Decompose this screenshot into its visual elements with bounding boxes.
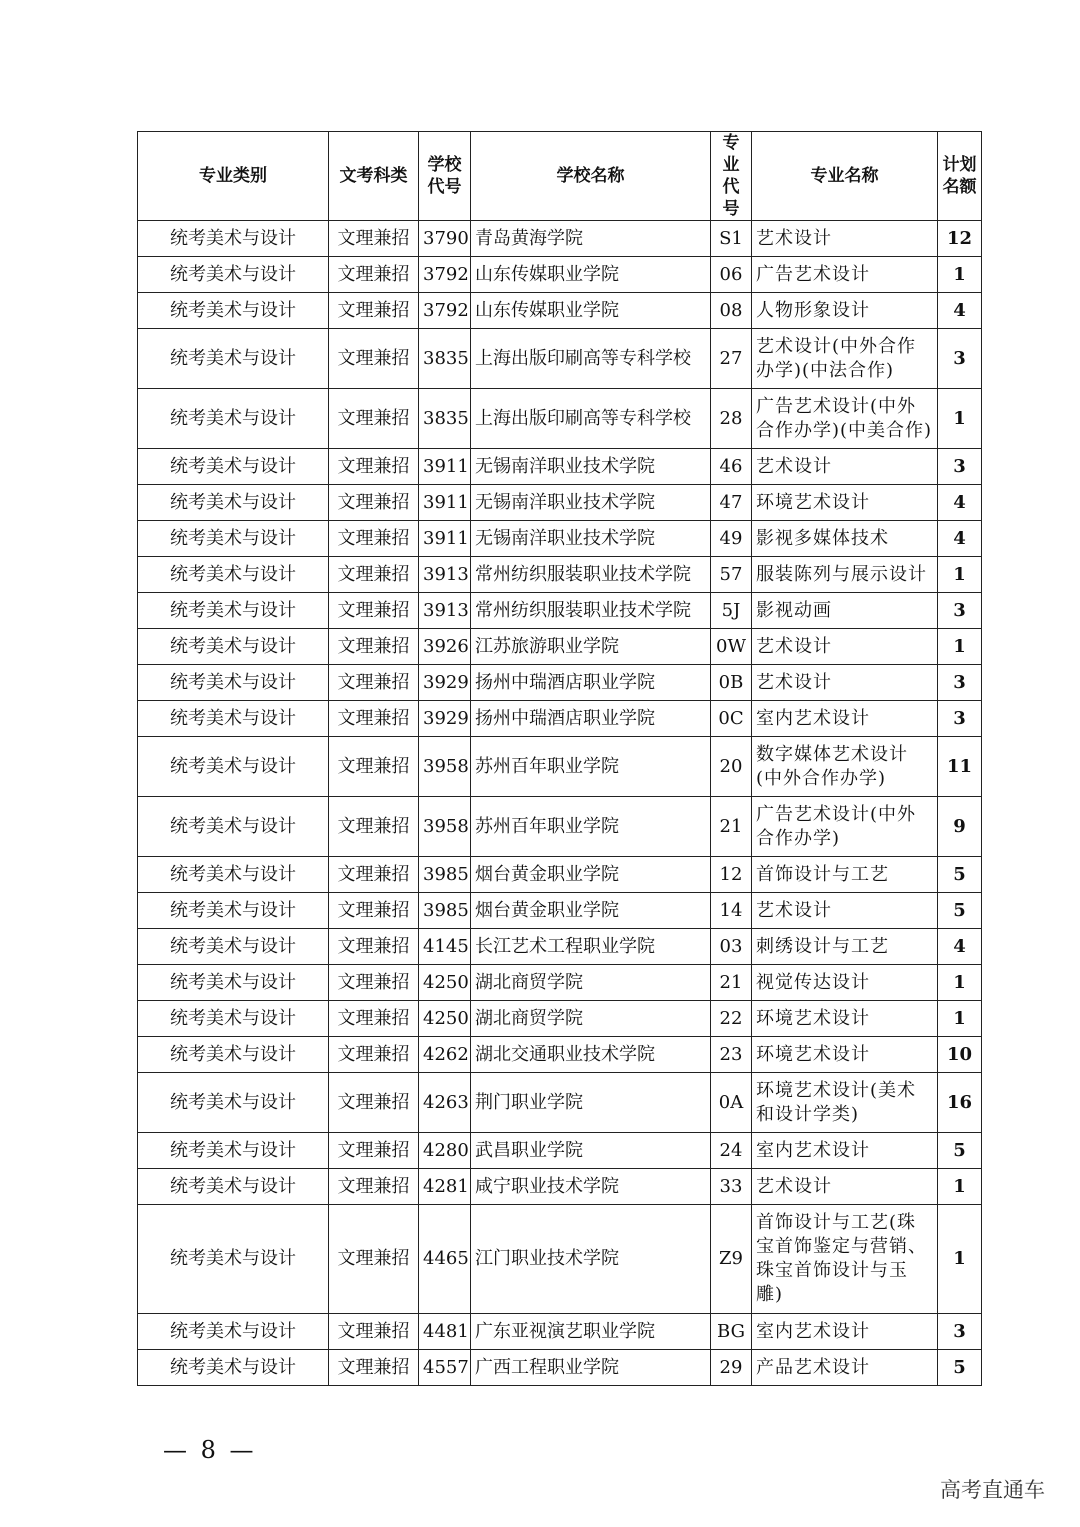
cell-school-name: 湖北交通职业技术学院 — [471, 1037, 711, 1073]
cell-school-name: 烟台黄金职业学院 — [471, 857, 711, 893]
cell-school-code: 4465 — [419, 1205, 471, 1314]
cell-school-code: 3929 — [419, 665, 471, 701]
table-row — [138, 485, 982, 521]
cell-subject: 文理兼招 — [329, 929, 419, 965]
cell-school-code: 4262 — [419, 1037, 471, 1073]
cell-major-name: 数字媒体艺术设计(中外合作办学) — [752, 737, 938, 797]
table-row — [138, 665, 982, 701]
cell-category: 统考美术与设计 — [138, 737, 329, 797]
cell-major-code: 22 — [711, 1001, 752, 1037]
header-major-name: 专业名称 — [752, 132, 938, 221]
table-row — [138, 521, 982, 557]
cell-category: 统考美术与设计 — [138, 389, 329, 449]
table-row — [138, 1001, 982, 1037]
header-school-name: 学校名称 — [471, 132, 711, 221]
table-row — [138, 737, 982, 797]
cell-school-name: 江门职业技术学院 — [471, 1205, 711, 1314]
cell-school-name: 常州纺织服装职业技术学院 — [471, 557, 711, 593]
table-row — [138, 701, 982, 737]
cell-major-code: BG — [711, 1314, 752, 1350]
watermark-text: 高考直通车 — [940, 1478, 1045, 1502]
cell-school-name: 无锡南洋职业技术学院 — [471, 521, 711, 557]
cell-category: 统考美术与设计 — [138, 1205, 329, 1314]
cell-major-name: 首饰设计与工艺(珠宝首饰鉴定与营销、珠宝首饰设计与玉雕) — [752, 1205, 938, 1314]
cell-subject: 文理兼招 — [329, 221, 419, 257]
cell-school-name: 烟台黄金职业学院 — [471, 893, 711, 929]
table-row — [138, 797, 982, 857]
table-row — [138, 557, 982, 593]
cell-quota: 9 — [938, 797, 982, 857]
cell-subject: 文理兼招 — [329, 293, 419, 329]
cell-school-code: 4281 — [419, 1169, 471, 1205]
cell-quota: 1 — [938, 1205, 982, 1314]
table-row — [138, 449, 982, 485]
cell-major-name: 艺术设计 — [752, 1169, 938, 1205]
header-subject: 文考科类 — [329, 132, 419, 221]
cell-school-code: 4250 — [419, 1001, 471, 1037]
cell-major-name: 服装陈列与展示设计 — [752, 557, 938, 593]
cell-school-name: 山东传媒职业学院 — [471, 293, 711, 329]
cell-major-code: 46 — [711, 449, 752, 485]
cell-category: 统考美术与设计 — [138, 857, 329, 893]
cell-major-code: 5J — [711, 593, 752, 629]
cell-major-code: 21 — [711, 965, 752, 1001]
cell-category: 统考美术与设计 — [138, 257, 329, 293]
cell-school-name: 广西工程职业学院 — [471, 1350, 711, 1386]
cell-category: 统考美术与设计 — [138, 1350, 329, 1386]
cell-school-name: 扬州中瑞酒店职业学院 — [471, 701, 711, 737]
cell-major-name: 环境艺术设计 — [752, 1001, 938, 1037]
cell-school-code: 3835 — [419, 329, 471, 389]
table-row — [138, 593, 982, 629]
cell-major-code: 08 — [711, 293, 752, 329]
cell-subject: 文理兼招 — [329, 1073, 419, 1133]
cell-category: 统考美术与设计 — [138, 965, 329, 1001]
cell-school-name: 常州纺织服装职业技术学院 — [471, 593, 711, 629]
cell-school-code: 3929 — [419, 701, 471, 737]
table-row — [138, 1073, 982, 1133]
table-row — [138, 1205, 982, 1314]
cell-subject: 文理兼招 — [329, 1205, 419, 1314]
cell-school-code: 4557 — [419, 1350, 471, 1386]
cell-category: 统考美术与设计 — [138, 485, 329, 521]
cell-school-name: 荆门职业学院 — [471, 1073, 711, 1133]
cell-major-code: 47 — [711, 485, 752, 521]
cell-category: 统考美术与设计 — [138, 929, 329, 965]
cell-major-name: 首饰设计与工艺 — [752, 857, 938, 893]
cell-quota: 1 — [938, 257, 982, 293]
cell-school-name: 上海出版印刷高等专科学校 — [471, 329, 711, 389]
cell-major-name: 产品艺术设计 — [752, 1350, 938, 1386]
cell-quota: 11 — [938, 737, 982, 797]
cell-major-code: 24 — [711, 1133, 752, 1169]
cell-quota: 3 — [938, 593, 982, 629]
cell-quota: 3 — [938, 701, 982, 737]
cell-school-code: 4250 — [419, 965, 471, 1001]
header-school-code: 学校代号 — [419, 132, 471, 221]
cell-school-name: 广东亚视演艺职业学院 — [471, 1314, 711, 1350]
cell-quota: 1 — [938, 389, 982, 449]
table-header-row — [138, 132, 982, 221]
cell-quota: 16 — [938, 1073, 982, 1133]
cell-quota: 4 — [938, 485, 982, 521]
table-body — [138, 221, 982, 1386]
cell-school-name: 长江艺术工程职业学院 — [471, 929, 711, 965]
cell-major-name: 艺术设计 — [752, 629, 938, 665]
cell-category: 统考美术与设计 — [138, 221, 329, 257]
cell-category: 统考美术与设计 — [138, 1073, 329, 1133]
cell-major-code: 12 — [711, 857, 752, 893]
cell-quota: 5 — [938, 893, 982, 929]
cell-school-code: 3911 — [419, 449, 471, 485]
cell-major-code: 28 — [711, 389, 752, 449]
cell-quota: 4 — [938, 521, 982, 557]
cell-category: 统考美术与设计 — [138, 1001, 329, 1037]
table-row — [138, 1133, 982, 1169]
cell-quota: 10 — [938, 1037, 982, 1073]
cell-quota: 3 — [938, 329, 982, 389]
cell-major-code: 49 — [711, 521, 752, 557]
cell-major-code: 0C — [711, 701, 752, 737]
cell-category: 统考美术与设计 — [138, 1169, 329, 1205]
cell-major-code: 14 — [711, 893, 752, 929]
cell-subject: 文理兼招 — [329, 257, 419, 293]
cell-major-name: 环境艺术设计 — [752, 1037, 938, 1073]
cell-category: 统考美术与设计 — [138, 701, 329, 737]
cell-school-name: 山东传媒职业学院 — [471, 257, 711, 293]
cell-quota: 1 — [938, 965, 982, 1001]
cell-major-code: 0B — [711, 665, 752, 701]
cell-major-name: 艺术设计(中外合作办学)(中法合作) — [752, 329, 938, 389]
cell-school-name: 苏州百年职业学院 — [471, 737, 711, 797]
cell-school-code: 3792 — [419, 257, 471, 293]
cell-major-code: 21 — [711, 797, 752, 857]
table-row — [138, 1350, 982, 1386]
cell-subject: 文理兼招 — [329, 893, 419, 929]
table-row — [138, 1037, 982, 1073]
table-row — [138, 893, 982, 929]
cell-subject: 文理兼招 — [329, 1133, 419, 1169]
cell-school-name: 上海出版印刷高等专科学校 — [471, 389, 711, 449]
cell-major-code: 03 — [711, 929, 752, 965]
cell-subject: 文理兼招 — [329, 1001, 419, 1037]
cell-quota: 1 — [938, 557, 982, 593]
cell-school-name: 苏州百年职业学院 — [471, 797, 711, 857]
cell-quota: 5 — [938, 1350, 982, 1386]
cell-category: 统考美术与设计 — [138, 797, 329, 857]
cell-major-code: 57 — [711, 557, 752, 593]
cell-school-code: 3913 — [419, 593, 471, 629]
cell-subject: 文理兼招 — [329, 857, 419, 893]
cell-quota: 12 — [938, 221, 982, 257]
cell-subject: 文理兼招 — [329, 389, 419, 449]
cell-major-code: 20 — [711, 737, 752, 797]
cell-subject: 文理兼招 — [329, 485, 419, 521]
cell-quota: 1 — [938, 1001, 982, 1037]
cell-subject: 文理兼招 — [329, 557, 419, 593]
cell-major-code: 29 — [711, 1350, 752, 1386]
cell-school-code: 3985 — [419, 893, 471, 929]
cell-major-name: 广告艺术设计(中外合作办学)(中美合作) — [752, 389, 938, 449]
cell-subject: 文理兼招 — [329, 329, 419, 389]
cell-major-name: 艺术设计 — [752, 221, 938, 257]
cell-category: 统考美术与设计 — [138, 1037, 329, 1073]
cell-category: 统考美术与设计 — [138, 329, 329, 389]
header-major-code: 专业代号 — [711, 132, 752, 221]
cell-major-name: 艺术设计 — [752, 665, 938, 701]
cell-school-name: 青岛黄海学院 — [471, 221, 711, 257]
cell-category: 统考美术与设计 — [138, 1314, 329, 1350]
cell-major-name: 室内艺术设计 — [752, 1314, 938, 1350]
cell-category: 统考美术与设计 — [138, 665, 329, 701]
cell-school-name: 咸宁职业技术学院 — [471, 1169, 711, 1205]
cell-school-code: 3911 — [419, 485, 471, 521]
cell-quota: 4 — [938, 929, 982, 965]
cell-school-code: 3926 — [419, 629, 471, 665]
table-row — [138, 293, 982, 329]
cell-school-name: 江苏旅游职业学院 — [471, 629, 711, 665]
cell-category: 统考美术与设计 — [138, 557, 329, 593]
cell-school-code: 3792 — [419, 293, 471, 329]
table-row — [138, 221, 982, 257]
cell-subject: 文理兼招 — [329, 1169, 419, 1205]
cell-subject: 文理兼招 — [329, 737, 419, 797]
cell-category: 统考美术与设计 — [138, 293, 329, 329]
cell-subject: 文理兼招 — [329, 521, 419, 557]
cell-school-name: 武昌职业学院 — [471, 1133, 711, 1169]
cell-major-name: 艺术设计 — [752, 449, 938, 485]
cell-quota: 4 — [938, 293, 982, 329]
cell-category: 统考美术与设计 — [138, 449, 329, 485]
cell-major-code: 0A — [711, 1073, 752, 1133]
cell-quota: 1 — [938, 1169, 982, 1205]
cell-major-name: 环境艺术设计 — [752, 485, 938, 521]
cell-major-name: 室内艺术设计 — [752, 1133, 938, 1169]
cell-category: 统考美术与设计 — [138, 893, 329, 929]
cell-school-name: 无锡南洋职业技术学院 — [471, 449, 711, 485]
cell-subject: 文理兼招 — [329, 701, 419, 737]
cell-school-name: 无锡南洋职业技术学院 — [471, 485, 711, 521]
table-row — [138, 257, 982, 293]
page-number: — 8 — — [163, 1436, 257, 1464]
cell-quota: 3 — [938, 665, 982, 701]
table-row — [138, 329, 982, 389]
cell-school-code: 3911 — [419, 521, 471, 557]
cell-school-code: 4145 — [419, 929, 471, 965]
table-row — [138, 857, 982, 893]
cell-subject: 文理兼招 — [329, 797, 419, 857]
cell-school-code: 3958 — [419, 797, 471, 857]
cell-subject: 文理兼招 — [329, 1350, 419, 1386]
cell-category: 统考美术与设计 — [138, 629, 329, 665]
cell-major-code: 27 — [711, 329, 752, 389]
cell-major-code: S1 — [711, 221, 752, 257]
table-row — [138, 929, 982, 965]
cell-major-name: 刺绣设计与工艺 — [752, 929, 938, 965]
cell-quota: 5 — [938, 1133, 982, 1169]
cell-major-code: 33 — [711, 1169, 752, 1205]
cell-quota: 5 — [938, 857, 982, 893]
cell-subject: 文理兼招 — [329, 965, 419, 1001]
cell-major-code: 0W — [711, 629, 752, 665]
cell-school-code: 3790 — [419, 221, 471, 257]
cell-school-name: 湖北商贸学院 — [471, 1001, 711, 1037]
table-row — [138, 1169, 982, 1205]
cell-school-code: 3985 — [419, 857, 471, 893]
cell-major-code: 06 — [711, 257, 752, 293]
cell-subject: 文理兼招 — [329, 629, 419, 665]
cell-school-code: 4280 — [419, 1133, 471, 1169]
cell-quota: 3 — [938, 449, 982, 485]
table-row — [138, 629, 982, 665]
cell-subject: 文理兼招 — [329, 449, 419, 485]
cell-school-name: 湖北商贸学院 — [471, 965, 711, 1001]
cell-subject: 文理兼招 — [329, 1037, 419, 1073]
cell-subject: 文理兼招 — [329, 665, 419, 701]
cell-school-code: 3958 — [419, 737, 471, 797]
cell-school-code: 3913 — [419, 557, 471, 593]
admission-plan-table — [137, 131, 982, 1386]
cell-major-name: 广告艺术设计(中外合作办学) — [752, 797, 938, 857]
table-row — [138, 965, 982, 1001]
cell-quota: 3 — [938, 1314, 982, 1350]
cell-school-name: 扬州中瑞酒店职业学院 — [471, 665, 711, 701]
cell-major-name: 影视多媒体技术 — [752, 521, 938, 557]
cell-school-code: 3835 — [419, 389, 471, 449]
cell-major-name: 室内艺术设计 — [752, 701, 938, 737]
cell-category: 统考美术与设计 — [138, 593, 329, 629]
cell-major-code: Z9 — [711, 1205, 752, 1314]
cell-school-code: 4481 — [419, 1314, 471, 1350]
cell-category: 统考美术与设计 — [138, 521, 329, 557]
cell-major-name: 艺术设计 — [752, 893, 938, 929]
cell-category: 统考美术与设计 — [138, 1133, 329, 1169]
cell-major-name: 视觉传达设计 — [752, 965, 938, 1001]
header-category: 专业类别 — [138, 132, 329, 221]
header-quota: 计划名额 — [938, 132, 982, 221]
cell-subject: 文理兼招 — [329, 593, 419, 629]
cell-quota: 1 — [938, 629, 982, 665]
cell-major-name: 人物形象设计 — [752, 293, 938, 329]
cell-major-name: 影视动画 — [752, 593, 938, 629]
cell-major-name: 环境艺术设计(美术和设计学类) — [752, 1073, 938, 1133]
cell-major-name: 广告艺术设计 — [752, 257, 938, 293]
table-row — [138, 1314, 982, 1350]
cell-school-code: 4263 — [419, 1073, 471, 1133]
cell-major-code: 23 — [711, 1037, 752, 1073]
table-row — [138, 389, 982, 449]
cell-subject: 文理兼招 — [329, 1314, 419, 1350]
